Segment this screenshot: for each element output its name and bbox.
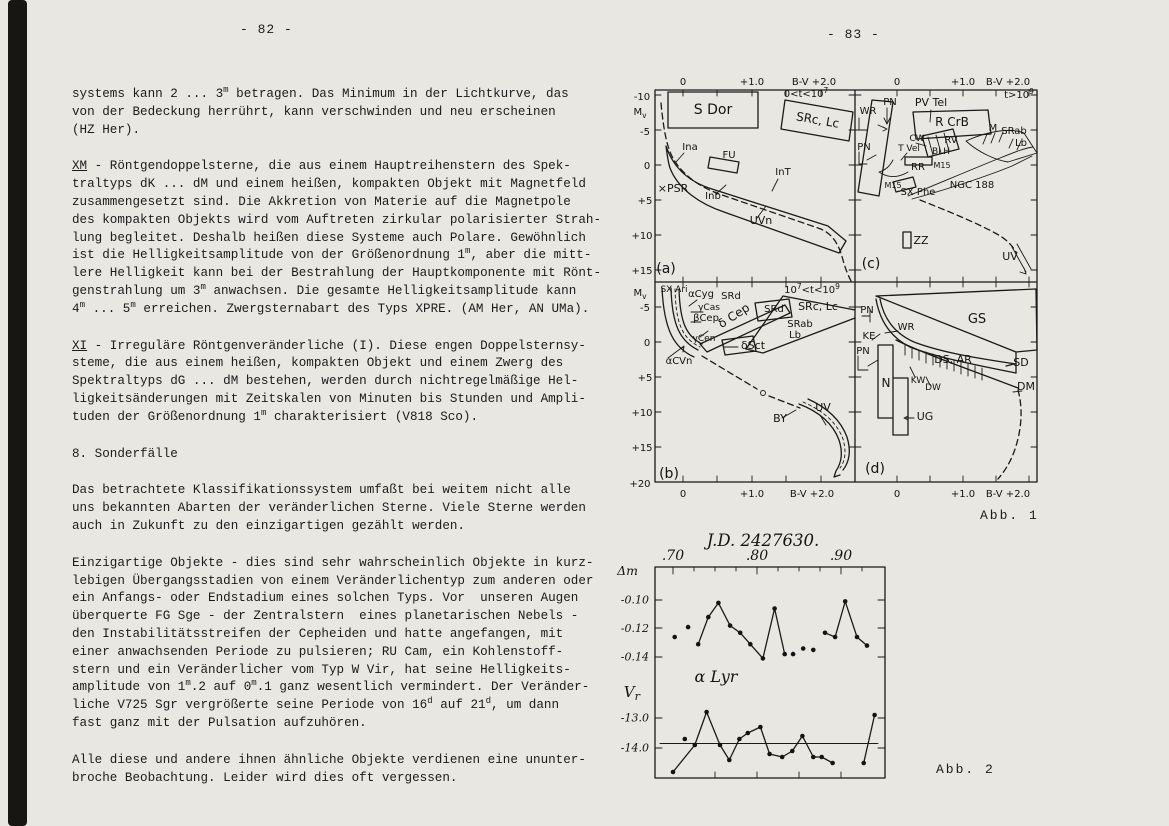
figure-label: Inb xyxy=(705,191,721,202)
figure-label: -5 xyxy=(640,303,650,314)
figure-label: γCen xyxy=(692,334,716,344)
figure-label: 0 xyxy=(893,77,901,88)
data-series-line xyxy=(698,603,785,659)
figure-label: PN xyxy=(857,142,871,153)
figure-label: R CrB xyxy=(935,115,969,129)
figure-label: $10^7<t<10^9$ xyxy=(784,282,840,296)
text-line: Einzigartige Objekte - dies sind sehr wahrscheinlich Objekte in kurz- xyxy=(72,555,594,570)
data-point xyxy=(706,615,711,620)
paragraph xyxy=(72,83,640,139)
fig2-caption: Abb. 2 xyxy=(936,762,995,777)
figure-label: InT xyxy=(775,167,791,178)
data-point xyxy=(780,755,785,760)
axis-tick-marks xyxy=(655,90,1037,482)
data-point xyxy=(758,725,763,730)
figure-label: ×PSR xyxy=(657,182,689,195)
text-line: amplitude von 1$^m$.2 auf 0$^m$.1 ganz wesentlich vermindert. Der Veränder- xyxy=(72,677,590,695)
text-line: des kompakten Objekts wird vom Auftreten zirkular polarisierter Strah- xyxy=(72,212,602,227)
text-line: einer anwachsenden Periode zu pulsieren; RU Cam, ein Kohlenstoff- xyxy=(72,644,564,659)
figure-label: +15 xyxy=(631,443,653,454)
figure-label: 0 xyxy=(893,489,901,500)
fig2-title: J.D. 2427630. xyxy=(706,531,820,550)
figure-label: T Vel xyxy=(898,144,920,154)
data-point xyxy=(718,743,723,748)
figure-label: αCyg xyxy=(688,289,714,300)
data-point xyxy=(704,710,709,715)
data-point xyxy=(746,731,751,736)
figure-label: +10 xyxy=(631,408,653,419)
text-line: XM - Röntgendoppelsterne, die aus einem Hauptreihenstern des Spek- xyxy=(72,159,571,174)
figure-label: +5 xyxy=(637,373,653,384)
data-point xyxy=(819,755,824,760)
data-point xyxy=(830,761,835,766)
y-tick-label: -0.14 xyxy=(620,650,649,664)
text-line: stern und ein Veränderlicher vom Typ W Vir, hat seine Helligkeits- xyxy=(72,662,571,677)
figure-label: UV xyxy=(1002,250,1018,263)
figure-label: +20 xyxy=(629,479,651,490)
figure-label: WR xyxy=(859,106,877,117)
figure-label: αCVn xyxy=(665,356,693,367)
figure-label: SD xyxy=(1013,356,1029,369)
figure-label: (d) xyxy=(865,461,885,477)
text-line: uns bekannten Abarten der veränderlichen Sterne. Viele Sterne werden xyxy=(72,501,586,516)
data-point xyxy=(737,737,742,742)
data-series-line xyxy=(864,715,875,763)
figure-label: Ina xyxy=(682,142,698,153)
text-line: ist die Helligkeitsamplitude von der Größenordnung 1$^m$, aber die mitt- xyxy=(72,245,592,263)
figure-label: SRab xyxy=(1001,126,1027,137)
data-point xyxy=(727,758,732,763)
y-axis-label: Δm xyxy=(617,563,638,578)
figure-label: M15 xyxy=(884,181,902,190)
figure-label: S Dor xyxy=(693,102,733,118)
data-point xyxy=(738,631,743,636)
figure-label: B-V +2.0 xyxy=(985,489,1031,500)
figure-label: δ Cep xyxy=(715,300,753,331)
figure-label: FU xyxy=(722,150,736,161)
data-point xyxy=(696,642,701,647)
figure-label: SRd xyxy=(764,304,784,315)
data-point xyxy=(671,770,676,775)
figure-label: BY xyxy=(773,412,787,425)
star-name-label: α Lyr xyxy=(694,667,738,686)
x-tick-label: .80 xyxy=(745,548,769,564)
fig1-frames xyxy=(655,90,1037,482)
figure-label: 0 xyxy=(679,77,687,88)
data-point xyxy=(800,734,805,739)
figure-label: WR xyxy=(897,322,915,333)
figure-label: DS, AR xyxy=(934,353,972,366)
data-point xyxy=(861,761,866,766)
text-line: 8. Sonderfälle xyxy=(72,446,178,461)
text-line: XI - Irreguläre Röntgenveränderliche (I). Diese engen Doppelsternsy- xyxy=(72,338,586,353)
text-line: tuden der Größenordnung 1$^m$ charakterisiert (V818 Sco). xyxy=(72,406,479,424)
paragraph xyxy=(72,752,640,788)
y-tick-label: -0.12 xyxy=(620,622,649,635)
text-line: lebigen Übergangsstadien von einem Veränderlichentyp zum anderen oder xyxy=(72,573,594,588)
figure-label: SX Ari xyxy=(660,285,688,295)
figure-label: +5 xyxy=(637,196,653,207)
paragraph xyxy=(72,158,640,318)
figure-label: NGC 188 xyxy=(949,180,995,191)
figure-label: B-V +2.0 xyxy=(789,489,835,500)
text-line: zusammengesetzt sind. Die Akkretion von Materie auf die Magnetpole xyxy=(72,194,571,209)
fig1-axis-ticks xyxy=(655,90,1037,482)
data-series-line xyxy=(825,601,867,645)
data-point xyxy=(686,625,691,630)
text-line: Spektraltyps dG ... dM bestehen, werden durch nichtregelmäßige Hel- xyxy=(72,374,579,389)
figure-label: 0 xyxy=(643,161,651,172)
data-point xyxy=(772,606,777,611)
figure-label: +15 xyxy=(631,266,653,277)
text-line: lere Helligkeit kann bei der Bestrahlung der Hauptkomponente mit Rönt- xyxy=(72,266,602,281)
figure-label: +1.0 xyxy=(739,489,765,500)
y-tick-label: -13.0 xyxy=(620,711,649,725)
figure-label: RR xyxy=(911,162,925,173)
figure-label: M xyxy=(988,123,998,134)
figure-label: B-V +2.0 xyxy=(791,77,837,88)
data-point xyxy=(855,635,860,640)
text-line: broche Beobachtung. Leider wird dies oft vergessen. xyxy=(72,770,458,785)
paragraph xyxy=(72,338,640,427)
text-line: überquerte FG Sge - der Zentralstern eines planetarischen Nebels - xyxy=(72,609,579,624)
figure-label: SRc, Lc xyxy=(795,109,841,131)
figure-abb1-hr-diagrams xyxy=(625,70,1050,505)
data-point xyxy=(823,631,828,636)
text-line: den Instabilitätsstreifen der Cepheiden und hatte angefangen, mit xyxy=(72,626,564,641)
text-line: ligkeitsänderungen mit Zeitskalen von Minuten bis Stunden und Ampli- xyxy=(72,391,586,406)
fig1-labels xyxy=(629,77,1035,500)
x-tick-label: .70 xyxy=(661,548,685,564)
y-axis-label: $V_r$ xyxy=(623,683,640,703)
text-line: von der Bedeckung herrührt, kann verschwinden und neu erscheinen xyxy=(72,104,556,119)
paragraph xyxy=(72,555,640,733)
data-point xyxy=(767,752,772,757)
y-tick-label: -0.10 xyxy=(620,593,649,607)
figure-label: +1.0 xyxy=(950,489,976,500)
figure-label: SRab xyxy=(787,319,813,330)
page-number-right: - 83 - xyxy=(827,27,880,42)
figure-label: KW xyxy=(910,376,926,386)
data-series-line xyxy=(673,712,833,772)
data-point xyxy=(872,713,877,718)
figure-label: PV Tel xyxy=(914,96,948,109)
figure-label: SRd xyxy=(721,291,741,302)
text-line: 4$^m$ ... 5$^m$ erreichen. Zwergsternabart des Typs XPRE. (AM Her, AN UMa). xyxy=(72,298,590,316)
figure-label: $M_v$ xyxy=(633,288,647,301)
data-point xyxy=(728,623,733,628)
y-tick-label: -14.0 xyxy=(620,741,649,755)
figure-label: DW xyxy=(925,383,941,393)
fig1-caption: Abb. 1 xyxy=(980,508,1039,523)
data-point xyxy=(748,642,753,647)
figure-label: (c) xyxy=(861,256,881,272)
figure-label: δSct xyxy=(740,339,766,352)
figure-label: βCep xyxy=(693,313,719,324)
figure-label: -5 xyxy=(640,127,650,138)
text-line: fast ganz mit der Pulsation aufzuhören. xyxy=(72,715,367,730)
figure-label: DM xyxy=(1017,380,1035,393)
figure-label: $0<t<10^7$ xyxy=(783,86,829,100)
text-line: steme, die aus einem heißen, kompakten Objekt und einem Zwerg des xyxy=(72,356,564,371)
text-line: lung begleitet. Deshalb heißen diese Systeme auch Polare. Gewöhnlich xyxy=(72,230,586,245)
figure-label: RV xyxy=(944,135,958,146)
paragraph xyxy=(72,482,640,535)
x-tick-label: .90 xyxy=(829,548,853,564)
data-point xyxy=(761,656,766,661)
text-line: genstrahlung um 3$^m$ anwachsen. Die gesamte Helligkeitsamplitude kann xyxy=(72,280,577,298)
figure-label: $t>10^9$ xyxy=(1004,87,1034,101)
figure-label: -10 xyxy=(633,92,651,103)
text-line: (HZ Her). xyxy=(72,122,141,137)
data-point xyxy=(865,643,870,648)
figure-label: SRc, Lc xyxy=(798,300,838,313)
figure-label: N xyxy=(881,376,891,390)
data-point xyxy=(843,599,848,604)
figure-label: SX Phe xyxy=(900,187,936,198)
figure-label: $M_v$ xyxy=(633,107,647,120)
figure-label: 0 xyxy=(679,489,687,500)
text-line: ein Anfangs- oder Endstadium eines solchen Typs. Vor unseren Augen xyxy=(72,591,579,606)
figure-label: PN xyxy=(883,97,897,108)
page-number-left: - 82 - xyxy=(240,22,293,37)
paragraph xyxy=(72,446,640,464)
data-point xyxy=(672,635,677,640)
text-line: Alle diese und andere ihnen ähnliche Objekte verdienen eine ununter- xyxy=(72,752,586,767)
text-line: auch in Zukunft zu den einzigartigen gezählt werden. xyxy=(72,518,465,533)
data-point xyxy=(811,648,816,653)
figure-label: BLH xyxy=(932,147,950,157)
figure-label: PN xyxy=(856,346,870,357)
figure-label: UG xyxy=(916,410,934,423)
figure-label: (a) xyxy=(656,261,676,277)
figure-label: ZZ xyxy=(913,234,929,247)
figure-label: Lb xyxy=(789,330,801,341)
figure-label: +1.0 xyxy=(739,77,765,88)
figure-abb2-lightcurve xyxy=(612,528,940,790)
data-point xyxy=(811,755,816,760)
figure-label: GS xyxy=(967,312,987,327)
fig2-frame xyxy=(655,567,885,778)
data-point xyxy=(833,635,838,640)
text-line: systems kann 2 ... 3$^m$ betragen. Das Minimum in der Lichtkurve, das xyxy=(72,83,569,101)
text-line: traltyps dK ... dM und einem heißen, kompakten Objekt mit Magnetfeld xyxy=(72,177,586,192)
figure-label: (b) xyxy=(659,466,679,482)
data-point xyxy=(683,737,688,742)
data-point xyxy=(693,743,698,748)
figure-label: Lb xyxy=(1015,138,1027,149)
panel-b-decoration xyxy=(662,288,855,477)
figure-label: B-V +2.0 xyxy=(985,77,1031,88)
data-point xyxy=(782,652,787,657)
figure-label: 0 xyxy=(643,338,651,349)
body-text-column xyxy=(72,83,640,806)
data-point xyxy=(791,652,796,657)
figure-label: +1.0 xyxy=(950,77,976,88)
figure-label: UVn xyxy=(749,214,773,227)
figure-label: PN xyxy=(860,305,874,316)
figure-label: KE xyxy=(862,331,876,342)
figure-label: +10 xyxy=(631,231,653,242)
figure-label: M15 xyxy=(933,161,951,170)
figure-label: CW xyxy=(909,134,925,144)
data-point xyxy=(801,646,806,651)
text-line: Das betrachtete Klassifikationssystem umfaßt bei weitem nicht alle xyxy=(72,483,571,498)
scan-edge-artifact xyxy=(8,0,27,826)
data-point xyxy=(716,601,721,606)
figure-label: γCas xyxy=(698,303,720,313)
data-point xyxy=(790,749,795,754)
text-line: liche V725 Sgr vergrößerte seine Periode von 16$^d$ auf 21$^d$, um dann xyxy=(72,694,560,713)
figure-label: UV xyxy=(815,401,831,414)
